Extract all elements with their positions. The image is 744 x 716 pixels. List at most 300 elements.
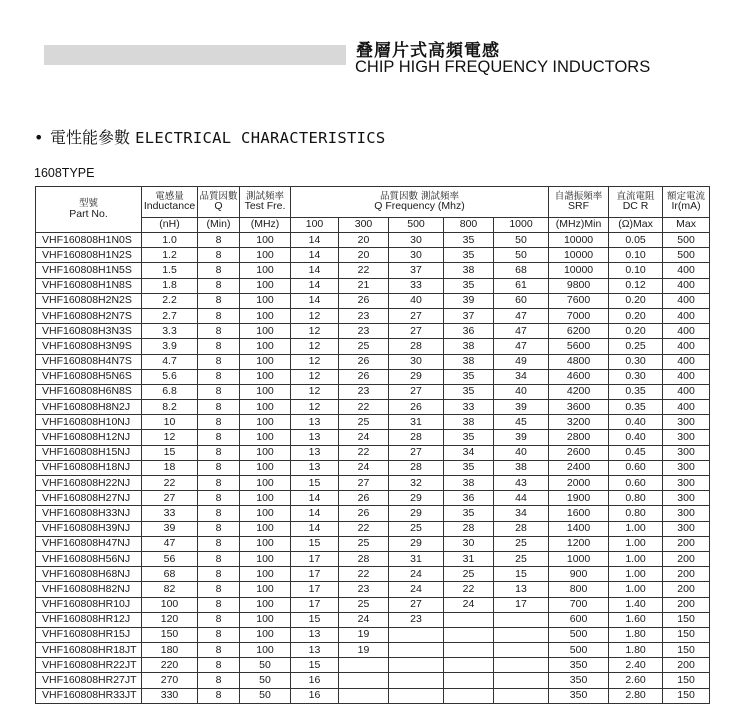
cell-q-min: 8 [198, 400, 240, 415]
cell-q-800: 35 [444, 248, 494, 263]
header-inductance-unit: (nH) [142, 218, 198, 233]
cell-srf: 9800 [549, 278, 609, 293]
cell-test-freq: 100 [240, 233, 291, 248]
cell-q-100: 12 [291, 339, 339, 354]
cell-srf: 3200 [549, 415, 609, 430]
header-rated-current-unit: Max [663, 218, 710, 233]
cell-test-freq: 100 [240, 445, 291, 460]
cell-part-no: VHF160808H56NJ [36, 551, 142, 566]
cell-srf: 7000 [549, 308, 609, 323]
cell-dcr: 0.35 [609, 400, 663, 415]
cell-q-min: 8 [198, 293, 240, 308]
cell-srf: 700 [549, 597, 609, 612]
cell-rated-current: 300 [663, 476, 710, 491]
cell-dcr: 0.40 [609, 415, 663, 430]
section-title-english: ELECTRICAL CHARACTERISTICS [135, 129, 386, 147]
cell-q-300: 23 [339, 582, 389, 597]
cell-q-1000: 44 [494, 491, 549, 506]
cell-q-300: 23 [339, 324, 389, 339]
cell-test-freq: 50 [240, 658, 291, 673]
cell-q-500: 40 [389, 293, 444, 308]
cell-srf: 600 [549, 612, 609, 627]
cell-rated-current: 150 [663, 627, 710, 642]
cell-q-100: 15 [291, 612, 339, 627]
cell-q-1000: 34 [494, 506, 549, 521]
cell-q-300: 24 [339, 430, 389, 445]
cell-srf: 7600 [549, 293, 609, 308]
cell-q-300: 26 [339, 354, 389, 369]
cell-inductance: 10 [142, 415, 198, 430]
cell-dcr: 0.35 [609, 384, 663, 399]
cell-q-500: 33 [389, 278, 444, 293]
cell-test-freq: 100 [240, 339, 291, 354]
cell-q-800: 35 [444, 506, 494, 521]
cell-q-min: 8 [198, 627, 240, 642]
cell-test-freq: 50 [240, 673, 291, 688]
cell-q-500: 24 [389, 582, 444, 597]
cell-test-freq: 100 [240, 324, 291, 339]
cell-rated-current: 500 [663, 233, 710, 248]
table-row [36, 460, 710, 475]
cell-test-freq: 100 [240, 263, 291, 278]
cell-test-freq: 100 [240, 643, 291, 658]
cell-q-1000: 47 [494, 339, 549, 354]
cell-part-no: VHF160808H3N3S [36, 324, 142, 339]
cell-q-1000: 60 [494, 293, 549, 308]
cell-part-no: VHF160808H1N8S [36, 278, 142, 293]
cell-q-300: 26 [339, 491, 389, 506]
cell-q-1000: 39 [494, 400, 549, 415]
cell-test-freq: 100 [240, 369, 291, 384]
cell-dcr: 0.20 [609, 293, 663, 308]
cell-inductance: 1.0 [142, 233, 198, 248]
cell-part-no: VHF160808H1N2S [36, 248, 142, 263]
cell-q-800 [444, 673, 494, 688]
cell-q-1000: 39 [494, 430, 549, 445]
cell-rated-current: 150 [663, 673, 710, 688]
cell-rated-current: 400 [663, 339, 710, 354]
cell-dcr: 2.40 [609, 658, 663, 673]
cell-dcr: 0.20 [609, 324, 663, 339]
cell-q-min: 8 [198, 643, 240, 658]
cell-q-500: 27 [389, 445, 444, 460]
header-srf-unit: (MHz)Min [549, 218, 609, 233]
header-dcr: 直流電阻 DC R [609, 187, 663, 218]
cell-srf: 1000 [549, 551, 609, 566]
cell-dcr: 0.80 [609, 506, 663, 521]
cell-test-freq: 100 [240, 460, 291, 475]
cell-q-100: 13 [291, 643, 339, 658]
table-row [36, 354, 710, 369]
cell-q-1000: 34 [494, 369, 549, 384]
cell-inductance: 39 [142, 521, 198, 536]
cell-dcr: 0.20 [609, 308, 663, 323]
cell-q-300: 23 [339, 384, 389, 399]
cell-q-100: 12 [291, 369, 339, 384]
cell-srf: 500 [549, 643, 609, 658]
cell-dcr: 0.10 [609, 248, 663, 263]
cell-srf: 900 [549, 567, 609, 582]
cell-test-freq: 100 [240, 627, 291, 642]
cell-q-1000: 40 [494, 445, 549, 460]
cell-q-800: 30 [444, 536, 494, 551]
cell-q-500: 23 [389, 612, 444, 627]
cell-q-1000: 61 [494, 278, 549, 293]
cell-q-300: 23 [339, 308, 389, 323]
cell-test-freq: 100 [240, 551, 291, 566]
cell-q-300 [339, 673, 389, 688]
cell-test-freq: 100 [240, 582, 291, 597]
cell-dcr: 0.12 [609, 278, 663, 293]
cell-q-300 [339, 658, 389, 673]
cell-q-800: 36 [444, 491, 494, 506]
cell-inductance: 68 [142, 567, 198, 582]
cell-q-800 [444, 627, 494, 642]
cell-q-min: 8 [198, 491, 240, 506]
cell-q-800: 38 [444, 415, 494, 430]
cell-q-800: 24 [444, 597, 494, 612]
title-english: CHIP HIGH FREQUENCY INDUCTORS [355, 58, 651, 76]
cell-part-no: VHF160808H10NJ [36, 415, 142, 430]
cell-q-500: 32 [389, 476, 444, 491]
table-row [36, 506, 710, 521]
cell-q-300: 27 [339, 476, 389, 491]
header-q: 品質因數 Q [198, 187, 240, 218]
cell-part-no: VHF160808H1N5S [36, 263, 142, 278]
cell-rated-current: 200 [663, 551, 710, 566]
cell-q-1000: 50 [494, 233, 549, 248]
cell-inductance: 12 [142, 430, 198, 445]
cell-rated-current: 200 [663, 536, 710, 551]
cell-dcr: 1.00 [609, 551, 663, 566]
cell-rated-current: 300 [663, 460, 710, 475]
cell-test-freq: 100 [240, 248, 291, 263]
cell-test-freq: 50 [240, 688, 291, 703]
cell-rated-current: 400 [663, 308, 710, 323]
cell-test-freq: 100 [240, 354, 291, 369]
cell-q-100: 15 [291, 536, 339, 551]
cell-test-freq: 100 [240, 521, 291, 536]
header-q-unit: (Min) [198, 218, 240, 233]
cell-inductance: 3.3 [142, 324, 198, 339]
cell-part-no: VHF160808HR22JT [36, 658, 142, 673]
cell-q-300: 24 [339, 612, 389, 627]
cell-q-100: 14 [291, 263, 339, 278]
cell-srf: 350 [549, 673, 609, 688]
cell-inductance: 22 [142, 476, 198, 491]
cell-q-min: 8 [198, 476, 240, 491]
table-row [36, 308, 710, 323]
cell-q-min: 8 [198, 506, 240, 521]
cell-q-500 [389, 688, 444, 703]
table-row [36, 688, 710, 703]
cell-q-800: 38 [444, 476, 494, 491]
cell-q-500: 27 [389, 597, 444, 612]
header-srf: 自諧振頻率 SRF [549, 187, 609, 218]
cell-dcr: 0.40 [609, 430, 663, 445]
table-row [36, 491, 710, 506]
cell-q-1000 [494, 612, 549, 627]
cell-rated-current: 400 [663, 278, 710, 293]
cell-q-1000 [494, 627, 549, 642]
cell-q-300: 22 [339, 263, 389, 278]
cell-dcr: 0.45 [609, 445, 663, 460]
cell-q-100: 13 [291, 460, 339, 475]
cell-q-1000: 43 [494, 476, 549, 491]
header-qf-1000: 1000 [494, 218, 549, 233]
cell-test-freq: 100 [240, 430, 291, 445]
cell-inductance: 4.7 [142, 354, 198, 369]
cell-q-100: 14 [291, 233, 339, 248]
cell-q-100: 12 [291, 384, 339, 399]
cell-part-no: VHF160808H82NJ [36, 582, 142, 597]
cell-q-min: 8 [198, 324, 240, 339]
cell-inductance: 27 [142, 491, 198, 506]
cell-q-100: 14 [291, 491, 339, 506]
cell-q-300: 21 [339, 278, 389, 293]
cell-rated-current: 150 [663, 612, 710, 627]
bullet-icon: • [34, 128, 44, 147]
table-row [36, 567, 710, 582]
cell-rated-current: 400 [663, 263, 710, 278]
cell-q-1000: 13 [494, 582, 549, 597]
cell-q-800: 35 [444, 233, 494, 248]
cell-q-100: 16 [291, 673, 339, 688]
table-row [36, 673, 710, 688]
cell-srf: 1400 [549, 521, 609, 536]
cell-q-1000: 40 [494, 384, 549, 399]
cell-test-freq: 100 [240, 476, 291, 491]
table-row [36, 248, 710, 263]
cell-q-300: 19 [339, 627, 389, 642]
cell-rated-current: 300 [663, 445, 710, 460]
cell-q-100: 17 [291, 567, 339, 582]
cell-q-min: 8 [198, 354, 240, 369]
cell-q-300: 25 [339, 536, 389, 551]
table-row [36, 278, 710, 293]
title-chinese: 叠層片式高頻電感 [356, 41, 500, 61]
cell-q-500: 37 [389, 263, 444, 278]
cell-q-500: 28 [389, 460, 444, 475]
cell-part-no: VHF160808H39NJ [36, 521, 142, 536]
cell-q-1000: 25 [494, 536, 549, 551]
cell-q-800: 34 [444, 445, 494, 460]
cell-part-no: VHF160808H33NJ [36, 506, 142, 521]
table-row [36, 597, 710, 612]
cell-q-500: 29 [389, 506, 444, 521]
cell-q-500: 27 [389, 324, 444, 339]
cell-part-no: VHF160808H2N2S [36, 293, 142, 308]
cell-q-min: 8 [198, 384, 240, 399]
cell-dcr: 0.60 [609, 460, 663, 475]
cell-srf: 4800 [549, 354, 609, 369]
cell-q-min: 8 [198, 233, 240, 248]
cell-test-freq: 100 [240, 491, 291, 506]
cell-part-no: VHF160808H3N9S [36, 339, 142, 354]
cell-srf: 1600 [549, 506, 609, 521]
cell-part-no: VHF160808HR33JT [36, 688, 142, 703]
cell-rated-current: 400 [663, 369, 710, 384]
table-row [36, 415, 710, 430]
cell-srf: 3600 [549, 400, 609, 415]
cell-q-1000 [494, 643, 549, 658]
table-row [36, 384, 710, 399]
cell-q-300: 19 [339, 643, 389, 658]
cell-q-1000: 47 [494, 308, 549, 323]
cell-q-800: 35 [444, 278, 494, 293]
cell-srf: 4600 [549, 369, 609, 384]
cell-q-300: 26 [339, 506, 389, 521]
cell-q-500: 28 [389, 430, 444, 445]
cell-q-800 [444, 643, 494, 658]
cell-dcr: 1.00 [609, 521, 663, 536]
table-row [36, 521, 710, 536]
table-row [36, 551, 710, 566]
cell-q-500: 29 [389, 536, 444, 551]
cell-q-800 [444, 688, 494, 703]
cell-q-300 [339, 688, 389, 703]
cell-q-min: 8 [198, 521, 240, 536]
header-rated-current: 額定電流 Ir(mA) [663, 187, 710, 218]
header-inductance: 電感量 Inductance [142, 187, 198, 218]
cell-test-freq: 100 [240, 597, 291, 612]
cell-q-1000: 17 [494, 597, 549, 612]
cell-inductance: 8.2 [142, 400, 198, 415]
cell-q-800: 38 [444, 339, 494, 354]
cell-q-300: 28 [339, 551, 389, 566]
header-grey-bar [44, 45, 346, 65]
cell-inductance: 3.9 [142, 339, 198, 354]
cell-dcr: 1.00 [609, 582, 663, 597]
cell-q-300: 26 [339, 369, 389, 384]
cell-q-800: 25 [444, 567, 494, 582]
cell-srf: 5600 [549, 339, 609, 354]
cell-q-100: 12 [291, 308, 339, 323]
cell-q-min: 8 [198, 308, 240, 323]
cell-q-1000: 47 [494, 324, 549, 339]
cell-dcr: 1.80 [609, 627, 663, 642]
cell-part-no: VHF160808H22NJ [36, 476, 142, 491]
cell-rated-current: 150 [663, 643, 710, 658]
cell-srf: 10000 [549, 263, 609, 278]
cell-dcr: 0.10 [609, 263, 663, 278]
table-row [36, 293, 710, 308]
cell-srf: 1900 [549, 491, 609, 506]
cell-inductance: 1.8 [142, 278, 198, 293]
cell-q-1000: 50 [494, 248, 549, 263]
cell-q-500: 25 [389, 521, 444, 536]
cell-rated-current: 150 [663, 688, 710, 703]
cell-q-300: 25 [339, 597, 389, 612]
cell-inductance: 1.5 [142, 263, 198, 278]
table-row [36, 324, 710, 339]
cell-q-1000 [494, 658, 549, 673]
header-qf-300: 300 [339, 218, 389, 233]
cell-q-100: 14 [291, 506, 339, 521]
cell-q-500: 30 [389, 248, 444, 263]
cell-dcr: 0.30 [609, 354, 663, 369]
cell-part-no: VHF160808HR15J [36, 627, 142, 642]
cell-q-800: 39 [444, 293, 494, 308]
cell-rated-current: 400 [663, 354, 710, 369]
table-row [36, 612, 710, 627]
cell-srf: 4200 [549, 384, 609, 399]
cell-q-300: 20 [339, 233, 389, 248]
cell-q-100: 12 [291, 324, 339, 339]
cell-q-800: 35 [444, 384, 494, 399]
cell-part-no: VHF160808H47NJ [36, 536, 142, 551]
cell-q-1000 [494, 688, 549, 703]
cell-inductance: 47 [142, 536, 198, 551]
cell-part-no: VHF160808HR10J [36, 597, 142, 612]
cell-rated-current: 200 [663, 658, 710, 673]
cell-inductance: 100 [142, 597, 198, 612]
cell-test-freq: 100 [240, 293, 291, 308]
cell-q-500: 27 [389, 384, 444, 399]
cell-inductance: 18 [142, 460, 198, 475]
cell-part-no: VHF160808HR18JT [36, 643, 142, 658]
cell-srf: 2000 [549, 476, 609, 491]
cell-q-100: 17 [291, 597, 339, 612]
table-body [36, 233, 710, 704]
cell-dcr: 1.00 [609, 567, 663, 582]
cell-q-300: 26 [339, 293, 389, 308]
cell-q-min: 8 [198, 658, 240, 673]
cell-inductance: 180 [142, 643, 198, 658]
cell-part-no: VHF160808H2N7S [36, 308, 142, 323]
cell-dcr: 1.40 [609, 597, 663, 612]
cell-q-800: 33 [444, 400, 494, 415]
table-row [36, 643, 710, 658]
cell-q-100: 15 [291, 476, 339, 491]
electrical-characteristics-table [35, 186, 710, 704]
cell-q-300: 22 [339, 400, 389, 415]
cell-q-800: 36 [444, 324, 494, 339]
cell-rated-current: 200 [663, 582, 710, 597]
cell-q-500 [389, 643, 444, 658]
cell-dcr: 1.60 [609, 612, 663, 627]
table-row [36, 430, 710, 445]
cell-q-min: 8 [198, 551, 240, 566]
cell-q-1000: 15 [494, 567, 549, 582]
header-qf-100: 100 [291, 218, 339, 233]
cell-part-no: VHF160808HR27JT [36, 673, 142, 688]
cell-q-800: 38 [444, 354, 494, 369]
cell-q-min: 8 [198, 369, 240, 384]
cell-part-no: VHF160808H68NJ [36, 567, 142, 582]
cell-rated-current: 500 [663, 248, 710, 263]
cell-test-freq: 100 [240, 278, 291, 293]
cell-q-800: 38 [444, 263, 494, 278]
cell-q-min: 8 [198, 460, 240, 475]
cell-q-500: 31 [389, 415, 444, 430]
cell-q-300: 20 [339, 248, 389, 263]
cell-srf: 800 [549, 582, 609, 597]
cell-q-300: 22 [339, 567, 389, 582]
cell-q-800: 37 [444, 308, 494, 323]
cell-q-500: 30 [389, 354, 444, 369]
cell-q-500: 29 [389, 369, 444, 384]
cell-q-500: 30 [389, 233, 444, 248]
cell-inductance: 270 [142, 673, 198, 688]
cell-q-1000 [494, 673, 549, 688]
cell-q-100: 12 [291, 354, 339, 369]
cell-inductance: 15 [142, 445, 198, 460]
table-row [36, 339, 710, 354]
table-row [36, 627, 710, 642]
cell-rated-current: 400 [663, 324, 710, 339]
cell-dcr: 0.30 [609, 369, 663, 384]
